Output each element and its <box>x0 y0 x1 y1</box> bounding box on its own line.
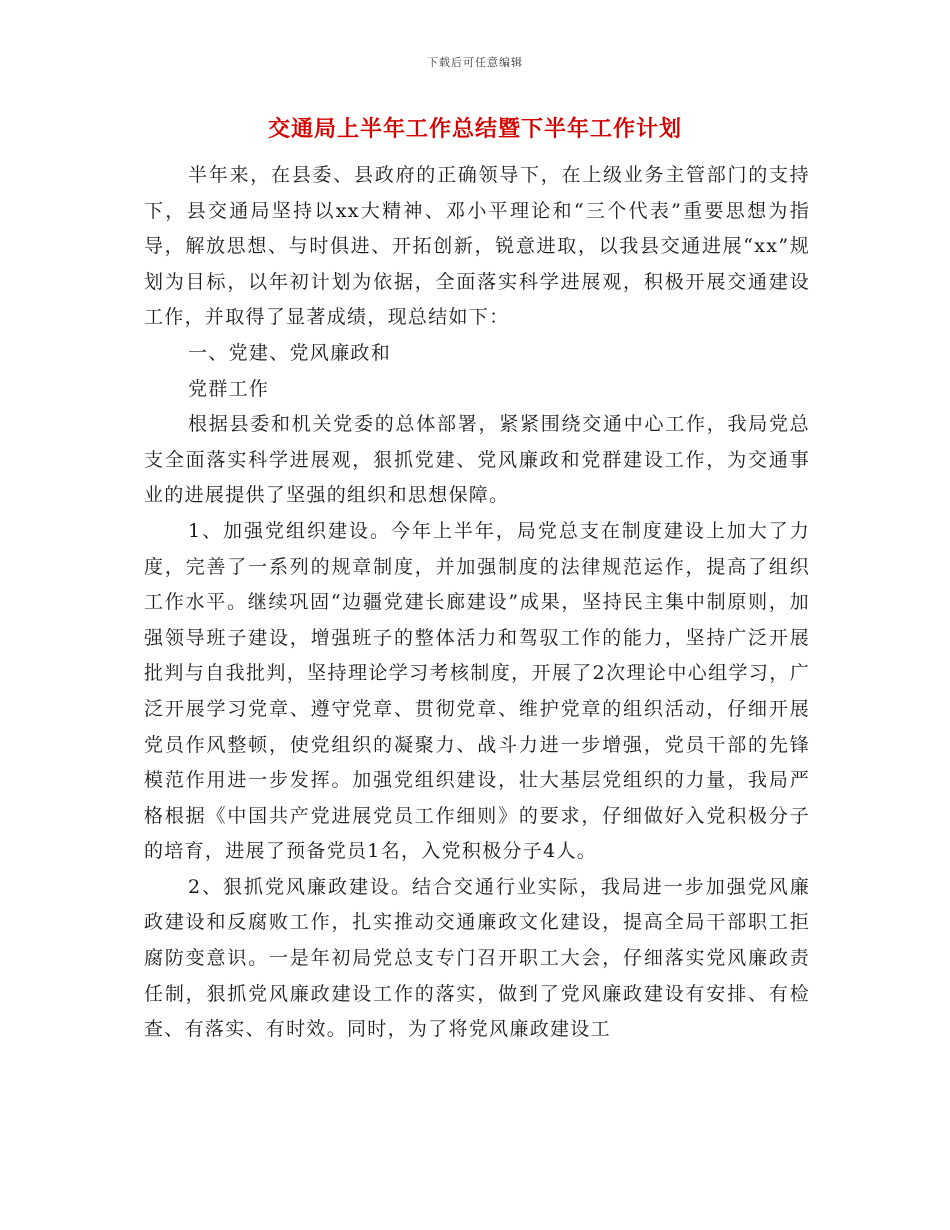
party-organization-paragraph: 1、加强党组织建设。今年上半年，局党总支在制度建设上加大了力度，完善了一系列的规章制度，并加强制度的法律规范运作，提高了组织工作水平。继续巩固“边疆党建长廊建设”成果，坚持民主集中制原则，加强领导班子建设，增强班子的整体活力和驾驭工作的能力，坚持广泛开展批判与自我批判，坚持理论学习考核制度，开展了2次理论中心组学习，广泛开展学习党章、遵守党章、贯彻党章、维护党章的组织活动，仔细开展党员作风整顿，使党组织的凝聚力、战斗力进一步增强，党员干部的先锋模范作用进一步发挥。加强党组织建设，壮大基层党组织的力量，我局严格根据《中国共产党进展党员工作细则》的要求，仔细做好入党积极分子的培育，进展了预备党员1名，入党积极分子4人。 <box>144 519 810 863</box>
header-note: 下载后可任意编辑 <box>427 56 523 69</box>
document-title: 交通局上半年工作总结暨下半年工作计划 <box>267 116 682 142</box>
intro-paragraph: 半年来，在县委、县政府的正确领导下，在上级业务主管部门的支持下，县交通局坚持以xx大精神、邓小平理论和“三个代表”重要思想为指导，解放思想、与时俱进、开拓创新，锐意进取，以我县交通进展“xx”规划为目标，以年初计划为依据，全面落实科学进展观，积极开展交通建设工作，并取得了显著成绩，现总结如下： <box>144 164 810 329</box>
document-body <box>144 158 810 1048</box>
section-intro-paragraph: 根据县委和机关党委的总体部署，紧紧围绕交通中心工作，我局党总支全面落实科学进展观，狠抓党建、党风廉政和党群建设工作，为交通事业的进展提供了坚强的组织和思想保障。 <box>144 413 810 507</box>
section-heading-line-1: 一、党建、党风廉政和 <box>188 341 392 364</box>
integrity-building-paragraph: 2、狠抓党风廉政建设。结合交通行业实际，我局进一步加强党风廉政建设和反腐败工作，扎实推动交通廉政文化建设，提高全局干部职工拒腐防变意识。一是年初局党总支专门召开职工大会，仔细落实党风廉政责任制，狠抓党风廉政建设工作的落实，做到了党风廉政建设有安排、有检查、有落实、有时效。同时，为了将党风廉政建设工 <box>144 875 810 1041</box>
section-heading-line-2: 党群工作 <box>188 377 270 400</box>
